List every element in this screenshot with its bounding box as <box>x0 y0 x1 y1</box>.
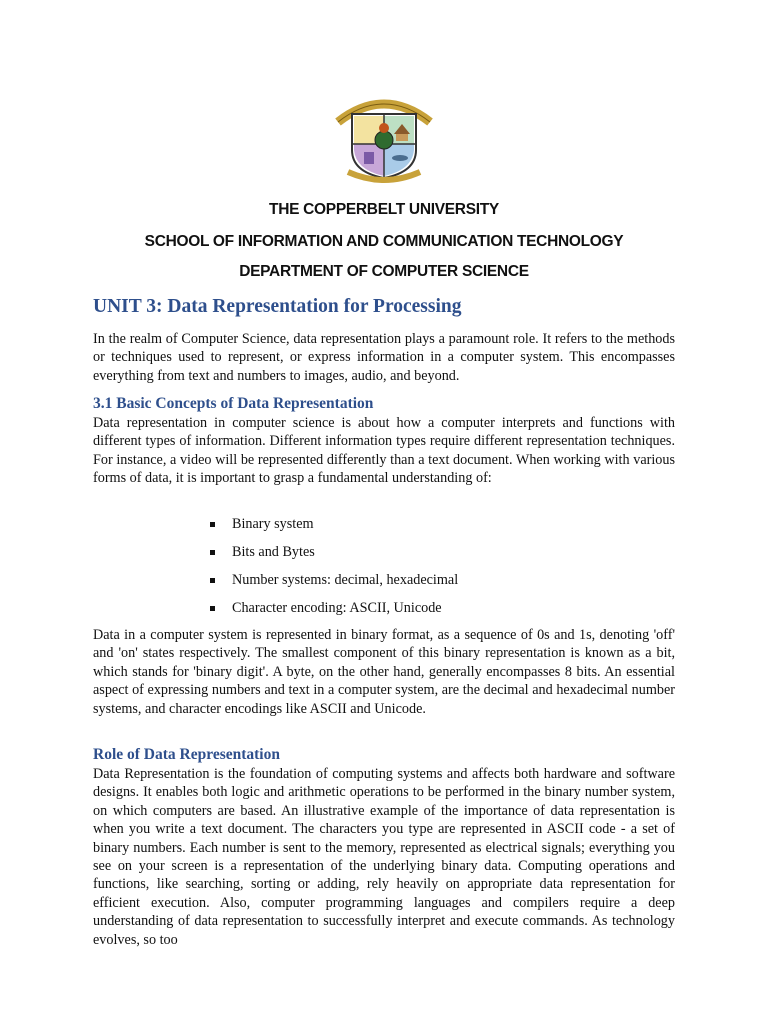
list-item <box>210 570 458 598</box>
concepts-bullet-list <box>210 514 458 626</box>
bullet-text: Number systems: decimal, hexadecimal <box>232 572 459 588</box>
school-name: SCHOOL OF INFORMATION AND COMMUNICATION TECHNOLOGY <box>144 233 624 250</box>
role-paragraph: Data Representation is the foundation of computing systems and affects both hardware and software designs. It enables both logic and arithmetic operations to be performed in the binary number system, on which computers are based. An illustrative example of the importance of data representation is when you write a text document. The characters you type are represented in ASCII code - a set of binary numbers. Each number is sent to the memory, represented as electrical signals; everything you see on your screen is a representation of the underlying binary data. Computing operations and functions, like searching, sorting or adding, rely heavily on appropriate data representation for efficient execution. Also, computer programming languages and compilers require a deep understanding of data representation to successfully interpret and execute commands. As technology evolves, so too <box>93 766 675 948</box>
bullet-square-icon <box>210 578 215 583</box>
bullet-square-icon <box>210 606 215 611</box>
unit-title: UNIT 3: Data Representation for Processing <box>93 296 462 317</box>
bullet-square-icon <box>210 550 215 555</box>
section-heading-role: Role of Data Representation <box>93 746 280 763</box>
list-item <box>210 598 458 626</box>
bullet-text: Binary system <box>232 516 314 532</box>
bullet-text: Bits and Bytes <box>232 544 315 560</box>
list-item <box>210 542 458 570</box>
university-crest-logo <box>330 92 438 184</box>
bullet-square-icon <box>210 522 215 527</box>
list-item <box>210 514 458 542</box>
basic-concepts-paragraph: Data representation in computer science is about how a computer interprets and functions with different types of information. Different information types require different representation techniques. For instance, a video will be represented differently than a text document. When working with various forms of data, it is important to grasp a fundamental understanding of: <box>93 415 675 487</box>
university-name: THE COPPERBELT UNIVERSITY <box>269 201 499 218</box>
intro-paragraph: In the realm of Computer Science, data representation plays a paramount role. It refers to the methods or techniques used to represent, or express information in a computer system. This encompasses everything from text and numbers to images, audio, and beyond. <box>93 331 675 384</box>
bullet-text: Character encoding: ASCII, Unicode <box>232 600 442 616</box>
binary-format-paragraph: Data in a computer system is represented in binary format, as a sequence of 0s and 1s, denoting 'off' and 'on' states respectively. The smallest component of this binary representation is known as a bit, which stands for 'binary digit'. A byte, on the other hand, generally encompasses 8 bits. An essential aspect of expressing numbers and text in a computer system, are the decimal and hexadecimal number systems, and character encodings like ASCII and Unicode. <box>93 627 675 717</box>
department-name: DEPARTMENT OF COMPUTER SCIENCE <box>239 263 529 280</box>
section-heading-basic-concepts: 3.1 Basic Concepts of Data Representation <box>93 395 374 412</box>
